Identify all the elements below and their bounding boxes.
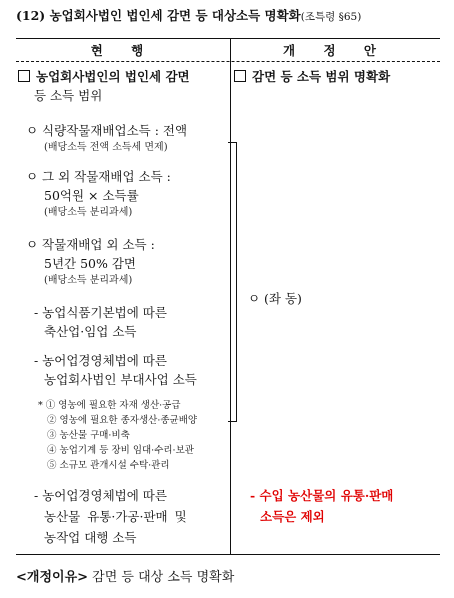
left-sub-1-line2: 축산업·임업 소득 (44, 324, 137, 339)
left-sub-1 (34, 303, 230, 341)
left-item-3-line2: 5년간 50% 감면 (44, 256, 136, 271)
left-heading (18, 67, 226, 105)
left-sub-3-line1: - 농어업경영체법에 따른 (34, 488, 167, 503)
left-item-2-note: (배당소득 분리과세) (44, 207, 133, 218)
reason-text: 감면 등 대상 소득 명확화 (92, 570, 235, 585)
note-4: ④ 농업기계 등 장비 임대·수리·보관 (47, 445, 194, 456)
right-same-as-left: ㅇ (좌 동) (248, 291, 302, 306)
checkbox-square-icon (234, 70, 246, 82)
right-added-item (250, 485, 450, 527)
left-sub-2-line1: - 농어업경영체법에 따른 (34, 353, 167, 368)
note-2: ② 영농에 필요한 종자생산·종균배양 (47, 415, 198, 426)
left-item-3-line1: ㅇ 작물재배업 외 소득 : (26, 237, 155, 252)
left-item-3-note: (배당소득 분리과세) (44, 275, 133, 286)
grouping-bracket (228, 142, 237, 422)
header-current: 현 행 (90, 43, 156, 58)
checkbox-square-icon (18, 70, 30, 82)
header-divider (16, 61, 440, 62)
reason-label: <개정이유> (16, 570, 89, 585)
title-reference: (조특령 §65) (300, 11, 362, 23)
left-item-1-note: (배당소득 전액 소득세 면제) (44, 142, 168, 153)
left-heading-bold: 농업회사법인의 법인세 감면 (36, 69, 190, 84)
left-sub-2-line2: 농업회사법인 부대사업 소득 (44, 372, 197, 387)
section-title (16, 6, 361, 24)
comparison-table (16, 38, 440, 555)
right-heading-text: 감면 등 소득 범위 명확화 (252, 69, 391, 84)
left-sub-3 (34, 485, 230, 548)
note-5: ⑤ 소규모 관개시설 수탁·관리 (47, 460, 170, 471)
left-sub-3-line3: 농작업 대행 소득 (44, 530, 137, 545)
right-added-line2: 소득은 제외 (260, 509, 325, 524)
left-item-3 (26, 235, 234, 288)
title-main: (12) 농업회사법인 법인세 감면 등 대상소득 명확화 (16, 8, 301, 23)
left-item-1-text: ㅇ 식량작물재배업소득 : 전액 (26, 123, 188, 138)
left-notes (38, 398, 230, 473)
right-heading (234, 67, 434, 86)
left-sub-3-line2: 농산물 유통·가공·판매 및 (44, 509, 187, 524)
left-heading-rest: 등 소득 범위 (34, 88, 103, 103)
note-3: ③ 농산물 구매·비축 (47, 430, 130, 441)
left-item-2-line2: 50억원 × 소득률 (44, 188, 139, 203)
note-1: * ① 영농에 필요한 자재 생산·공급 (38, 400, 181, 411)
left-sub-1-line1: - 농업식품기본법에 따른 (34, 305, 167, 320)
left-item-2-line1: ㅇ 그 외 작물재배업 소득 : (26, 169, 171, 184)
header-revised: 개 정 안 (283, 43, 388, 58)
left-item-1 (26, 121, 234, 155)
right-added-line1: - 수입 농산물의 유통·판매 (250, 488, 394, 503)
left-sub-2 (34, 351, 230, 389)
reason-footer (16, 566, 234, 585)
left-item-2 (26, 167, 234, 220)
